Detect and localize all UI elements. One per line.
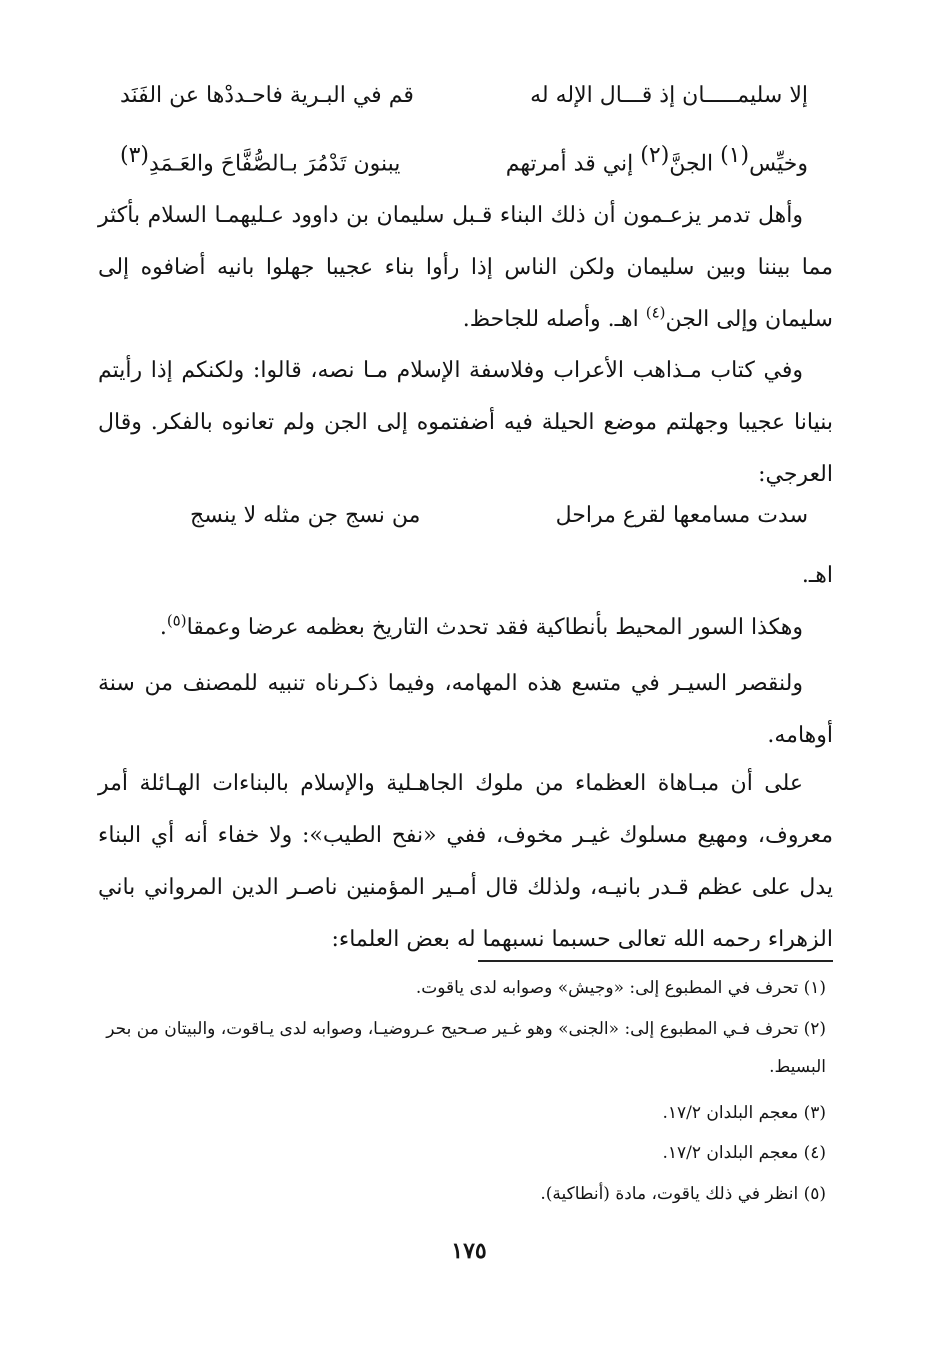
footnote-3: (٣) معجم البلدان ١٧/٢. (662, 1103, 826, 1123)
footnote-ref-1: (١) (720, 143, 750, 168)
footnote-separator (478, 960, 833, 962)
verse-2-word-b: الجنَّ (669, 151, 721, 177)
footnote-5: (٥) انظر في ذلك ياقوت، مادة (أنطاكية). (540, 1184, 826, 1204)
paragraph-1-text: وأهل تدمر يزعـمون أن ذلك البناء قـبل سليمان بن داوود عـليهمـا السلام بأكثر مما بيننا وبين سليمان ولكن الناس إذا رأوا بناء عجيبا جهلوا بانيه أضافوه إلى سليمان وإلى الجن (98, 203, 833, 332)
paragraph-1-tail: اهـ. وأصله للجاحظ. (462, 307, 646, 332)
verse-2-first-hemistich (506, 134, 808, 186)
page-number: ١٧٥ (451, 1238, 487, 1264)
quote-end-marker: اهـ. (801, 563, 833, 588)
verse-3-first-hemistich: سدت مسامعها لقرع مراحل (555, 503, 808, 528)
footnote-4: (٤) معجم البلدان ١٧/٢. (662, 1143, 826, 1163)
paragraph-3 (98, 602, 833, 654)
paragraph-3-text: وهكذا السور المحيط بأنطاكية فقد تحدث التاريخ بعظمه عرضا وعمقا (186, 615, 803, 640)
verse-line-1 (100, 74, 838, 118)
verse-2-word-c: إني قد أمرتهم (505, 151, 641, 177)
footnote-ref-4: (٤) (645, 303, 666, 322)
footnote-2: (٢) تحرف فـي المطبوع إلى: «الجنى» وهو غـير صـحيح عـروضيـا، وصوابه لدى يـاقوت، والبيتان من بحر البسيط. (106, 1019, 826, 1077)
footnote-ref-3: (٣) (120, 143, 150, 168)
paragraph-2: وفي كتاب مـذاهب الأعراب وفلاسفة الإسلام مـا نصه، قالوا: ولكنكم إذا رأيتم بنيانا عجيبا وجهلتم موضع الحيلة فيه أضفتموه إلى الجن ولم تعانوه بالفكر. وقال العرجي: (98, 358, 833, 487)
verse-3-second-hemistich: من نسج جن مثله لا ينسج (190, 503, 421, 528)
verse-2-left-text: يبنون تَدْمُرَ بـالصُّفَّاحَ والعَـمَدِ (149, 151, 401, 177)
verse-1-first-hemistich: إلا سليمـــــان إذ قـــال الإله له (530, 83, 808, 108)
verse-2-word-a: وخيِّس (749, 151, 808, 177)
paragraph-4: ولنقصر السيـر في متسع هذه المهامه، وفيما ذكـرناه تنبيه للمصنف من سنة أوهامه. (98, 671, 833, 748)
verse-line-3 (100, 494, 838, 538)
footnote-ref-2: (٢) (640, 143, 670, 168)
paragraph-5: على أن مبـاهاة العظماء من ملوك الجاهـلية والإسلام بالبناءات الهـائلة أمر معروف، ومهيع مسلوك غيـر مخوف، ففي «نفح الطيب»: ولا خفاء أنه أي البناء يدل على عظم قـدر بانيـه، ولذلك قال أمـير المؤمنين ناصـر الدين المرواني باني الزهراء رحمه الله تعالى حسبما نسبهما له بعض العلماء: (98, 771, 833, 952)
footnote-1: (١) تحرف في المطبوع إلى: «وجيش» وصوابه لدى ياقوت. (415, 978, 826, 998)
verse-2-second-hemistich (120, 134, 400, 186)
paragraph-3-tail: . (159, 615, 167, 640)
verse-1-second-hemistich: قم في البـرية فاحـددْها عن الفَنَد (120, 83, 414, 108)
footnote-ref-5: (٥) (166, 611, 187, 630)
verse-line-2 (100, 134, 838, 178)
paragraph-1 (98, 190, 833, 346)
